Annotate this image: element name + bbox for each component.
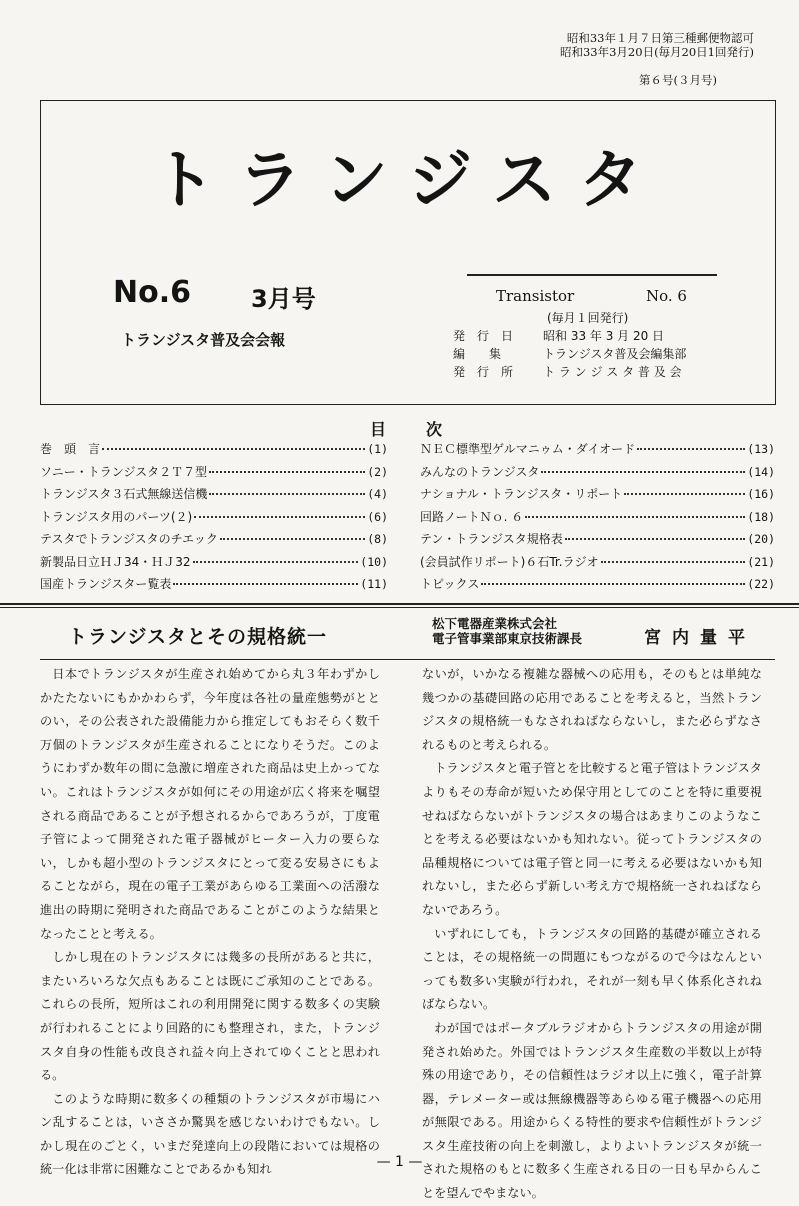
section-divider [0,607,799,608]
toc-entry-page: (18) [747,509,775,524]
toc-left-column [40,440,388,598]
toc-entry-page: (8) [367,532,388,546]
toc-entry-page: (6) [367,509,388,524]
article-column-left [40,663,380,1182]
article-paragraph: このような時期に数多くの種類のトランジスタが市場にハン乱することは，いささか驚異を感じないわけでもない。しかし現在のごとく，いまだ発達向上の段階においては規格の統一化は非常に困難なことであるかも知れ [40,1091,380,1177]
article-divider [40,659,775,660]
info-divider [467,274,717,276]
section-divider [0,603,799,605]
toc-entry-page: (13) [747,442,775,456]
toc-entry-label: ソニー・トランジスタ２Ｔ７型 [40,464,208,479]
postal-line-2: 昭和33年3月20日(毎月20日1回発行) [559,45,754,59]
article-paragraph: トランジスタと電子管とを比較すると電子管はトランジスタよりもその寿命が短いため保守用としてのことを特に重要視せねばならないがトランジスタの場合はあまりこのようなことを考える必要はないかも知れない。従ってトランジスタの品種規格については電子管と同一に考える必要はないかも知れないし，また必らず新しい考え方で規格統一されねばならないであろう。 [422,761,762,917]
toc-entry[interactable] [420,508,775,531]
toc-entry-page: (21) [747,554,775,569]
toc-entry[interactable] [420,485,775,508]
toc-entry[interactable] [40,553,388,576]
toc-entry[interactable] [420,575,775,598]
page-number: — 1 — [376,1154,423,1170]
info-name: Transistor [496,287,575,305]
toc-entry-page: (10) [360,554,388,569]
toc-entry[interactable] [40,530,388,553]
magazine-title: トランジスタ [151,143,665,218]
toc-entry-label: 回路ノートＮｏ. ６ [420,509,524,524]
toc-entry[interactable] [40,575,388,598]
info-value: ト ラ ン ジ ス タ 普 及 会 [543,365,682,379]
toc-entry[interactable] [40,440,388,463]
toc-entry-page: (1) [367,442,388,456]
toc-entry-page: (22) [747,577,775,591]
info-frequency: (毎月１回発行) [547,311,629,325]
toc-entry-page: (11) [360,577,388,591]
toc-title: 目次 [370,420,483,439]
toc-entry-label: トランジスタ用のパーツ(２) [40,509,193,524]
info-label: 発 行 所 [453,365,514,379]
toc-entry-page: (14) [747,464,775,479]
issue-month: 3月号 [251,285,316,313]
toc-entry-page: (20) [747,532,775,546]
info-value: 昭和 33 年 3 月 20 日 [543,329,665,343]
masthead-box [40,100,776,405]
article-column-right [422,663,762,1206]
article-paragraph: ないが，いかなる複雑な器械への応用も，そのもとは単純な幾つかの基礎回路の応用であることを考えると，当然トランジスタの規格統一もなされねばならないし，また必らずなされるものと考えられる。 [422,667,762,752]
toc-entry-label: テスタでトランジスタのチエック [40,532,218,546]
toc-entry-label: 巻 頭 言 [40,442,101,456]
toc-entry[interactable] [420,463,775,486]
article-paragraph: いずれにしても，トランジスタの回路的基礎が確立されることは，その規格統一の問題にもつながるので今はなんといっても数多い実験が行われ，それが一刻も早く体系化されねばならない。 [422,926,762,1012]
author-name: 宮内量平 [644,628,756,648]
toc-entry-page: (2) [367,464,388,479]
article-paragraph: 日本でトランジスタが生産され始めてから丸３年わずかしかたたないにもかかわらず，今年度は各社の量産態勢がととのい，その公表された設備能力から推定してもおそらく数千万個のトランジスタが生産されることになりそうだ。このようにわずか数年の間に急激に増産された商品は史上かってない。これはトランジスタが如何にその用途が広く将来を嘱望される商品であることが予想されるからであろうが，丁度電子管によって開発された電子器械がヒーター入力の要らない，しかも超小型のトランジスタにとって変る安易さにもよることながら，現在の電子工業があらゆる工業面への活潑な進出の時期に発明された商品であることがこのような結果となったことと考える。 [40,667,380,941]
toc-entry-label: トランジスタ３石式無線送信機 [40,487,208,501]
toc-entry-label: ナショナル・トランジスタ・リポート [420,487,623,501]
info-label: 発 行 日 [453,329,514,343]
toc-entry-page: (16) [747,487,775,501]
author-org-line: 電子管事業部東京技術課長 [432,631,583,646]
article-title: トランジスタとその規格統一 [68,626,327,648]
info-row-editor [453,345,686,362]
toc-entry-label: ＮＥＣ標準型ゲルマニゥム・ダイオード [420,442,636,456]
issue-number: No.6 [113,275,191,310]
toc-entry[interactable] [40,485,388,508]
toc-entry[interactable] [420,530,775,553]
author-affiliation [432,616,582,646]
toc-entry[interactable] [420,553,775,576]
author-org-line: 松下電器産業株式会社 [432,616,558,631]
toc-entry-label: (会員試作リポート)６石Tr.ラジオ [420,554,599,569]
toc-entry-label: トピックス [420,577,480,591]
issue-line: 第６号(３月号) [639,73,717,87]
toc-entry-label: 新製品日立ＨＪ34・ＨＪ32 [40,554,191,569]
publisher-organization: トランジスタ普及会会報 [121,331,286,349]
article-paragraph: しかし現在のトランジスタには幾多の長所があると共に，またいろいろな欠点もあることは既にご承知のことである。これらの長所，短所はこれの利用開発に関する数多くの実験が行われることにより回路的にも整理され，また，トランジスタ自身の性能も改良され益々向上されてゆくことと思われる。 [40,950,380,1083]
toc-entry[interactable] [40,508,388,531]
toc-entry[interactable] [420,440,775,463]
article-paragraph: わが国ではポータブルラジオからトランジスタの用途が開発され始めた。外国ではトランジスタ生産数の半数以上が特殊の用途であり，その信頼性はラジオ以上に強く，電子計算器，テレメーター或は無線機器等あらゆる電子機器への応用が無限である。用途からくる特性的要求や信頼性がトランジスタ生産技術の向上を刺激し，よりよいトランジスタが統一された規格のもとに数多く生産される日の一日も早からんことを望んでやまない。 [422,1020,762,1201]
info-number: No. 6 [646,287,687,305]
toc-right-column [420,440,775,598]
info-label: 編 集 [453,347,502,361]
toc-entry-label: みんなのトランジスタ [420,464,540,479]
toc-entry-label: テン・トランジスタ規格表 [420,532,563,546]
info-value: トランジスタ普及会編集部 [543,347,687,361]
toc-entry-page: (4) [367,487,388,501]
toc-entry-label: 国産トランジスター覧表 [40,577,172,591]
toc-entry[interactable] [40,463,388,486]
info-row-date [453,327,664,344]
info-row-publisher [453,363,682,380]
postal-line-1: 昭和33年１月７日第三種郵便物認可 [566,31,754,45]
